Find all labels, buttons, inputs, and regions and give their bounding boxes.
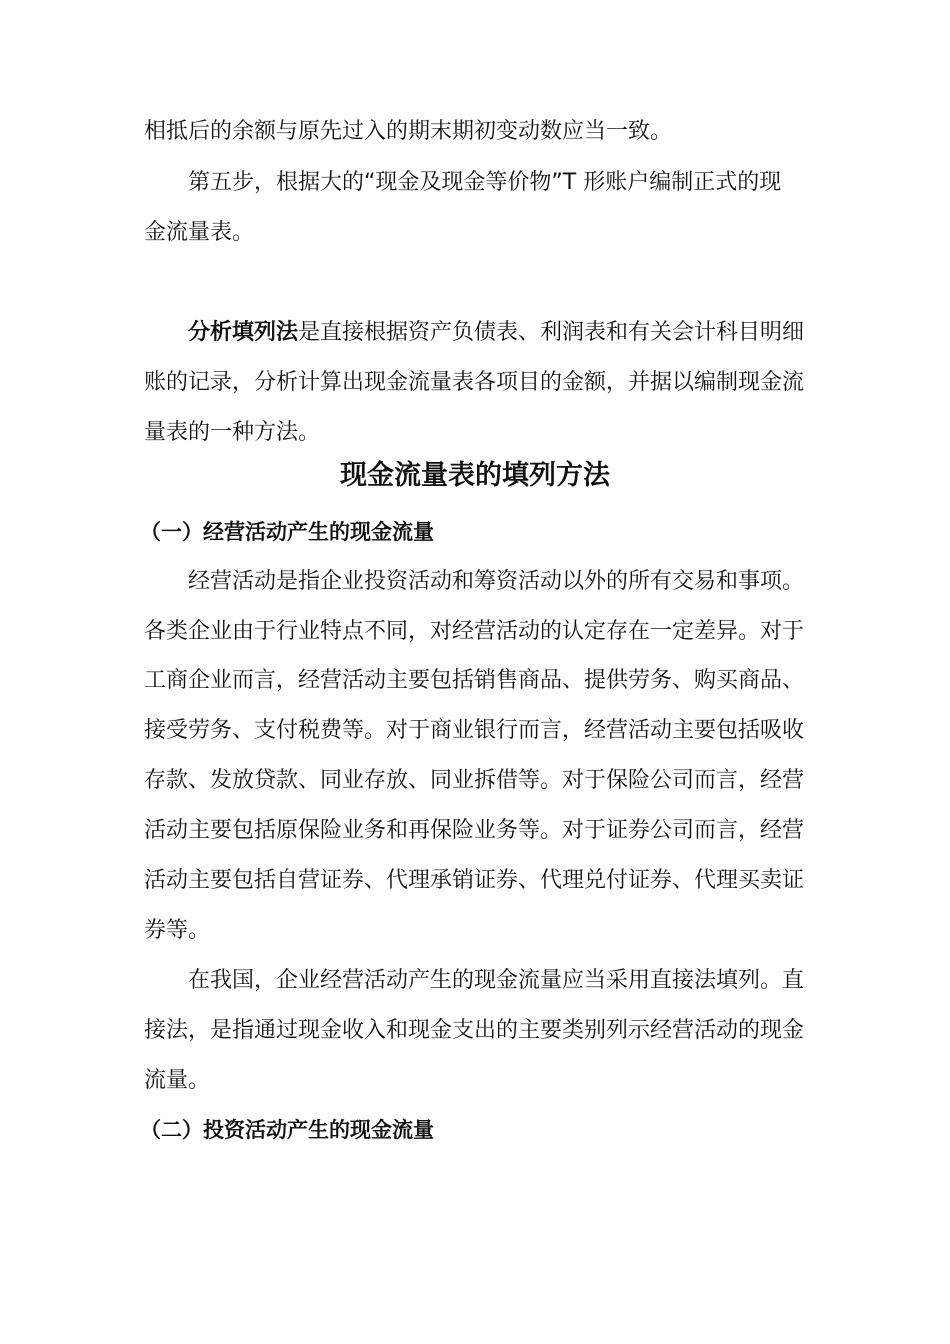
defined-term: 分析填列法: [188, 320, 299, 345]
paragraph-line: [188, 318, 804, 348]
paragraph-line: 活动主要包括自营证券、代理承销证券、代理兑付证券、代理买卖证: [144, 868, 805, 893]
paragraph-line: 流量。: [144, 1068, 211, 1093]
paragraph-line: 经营活动是指企业投资活动和筹资活动以外的所有交易和事项。: [188, 569, 805, 594]
paragraph-line: 存款、发放贷款、同业存放、同业拆借等。对于保险公司而言，经营: [144, 768, 805, 793]
paragraph-line: 第五步，根据大的“现金及现金等价物”T 形账户编制正式的现: [188, 170, 782, 195]
paragraph-line: 相抵后的余额与原先过入的期末期初变动数应当一致。: [144, 119, 673, 144]
paragraph-line: 在我国，企业经营活动产生的现金流量应当采用直接法填列。直: [188, 968, 805, 993]
paragraph-line: 接受劳务、支付税费等。对于商业银行而言，经营活动主要包括吸收: [144, 718, 805, 743]
section-title: 现金流量表的填列方法: [340, 460, 610, 491]
paragraph-line: 券等。: [144, 918, 211, 943]
paragraph-line: 接法，是指通过现金收入和现金支出的主要类别列示经营活动的现金: [144, 1018, 805, 1043]
paragraph-line: 量表的一种方法。: [144, 420, 321, 445]
subsection-heading: （二）投资活动产生的现金流量: [140, 1118, 434, 1142]
paragraph-line: 活动主要包括原保险业务和再保险业务等。对于证券公司而言，经营: [144, 818, 805, 843]
paragraph-line: 金流量表。: [144, 220, 255, 245]
paragraph-line: 各类企业由于行业特点不同，对经营活动的认定存在一定差异。对于: [144, 619, 805, 644]
paragraph-line: 工商企业而言，经营活动主要包括销售商品、提供劳务、购买商品、: [144, 668, 805, 693]
definition-text: 是直接根据资产负债表、利润表和有关会计科目明细: [298, 320, 805, 345]
paragraph-line: 账的记录，分析计算出现金流量表各项目的金额，并据以编制现金流: [144, 370, 805, 395]
subsection-heading: （一）经营活动产生的现金流量: [140, 520, 434, 544]
